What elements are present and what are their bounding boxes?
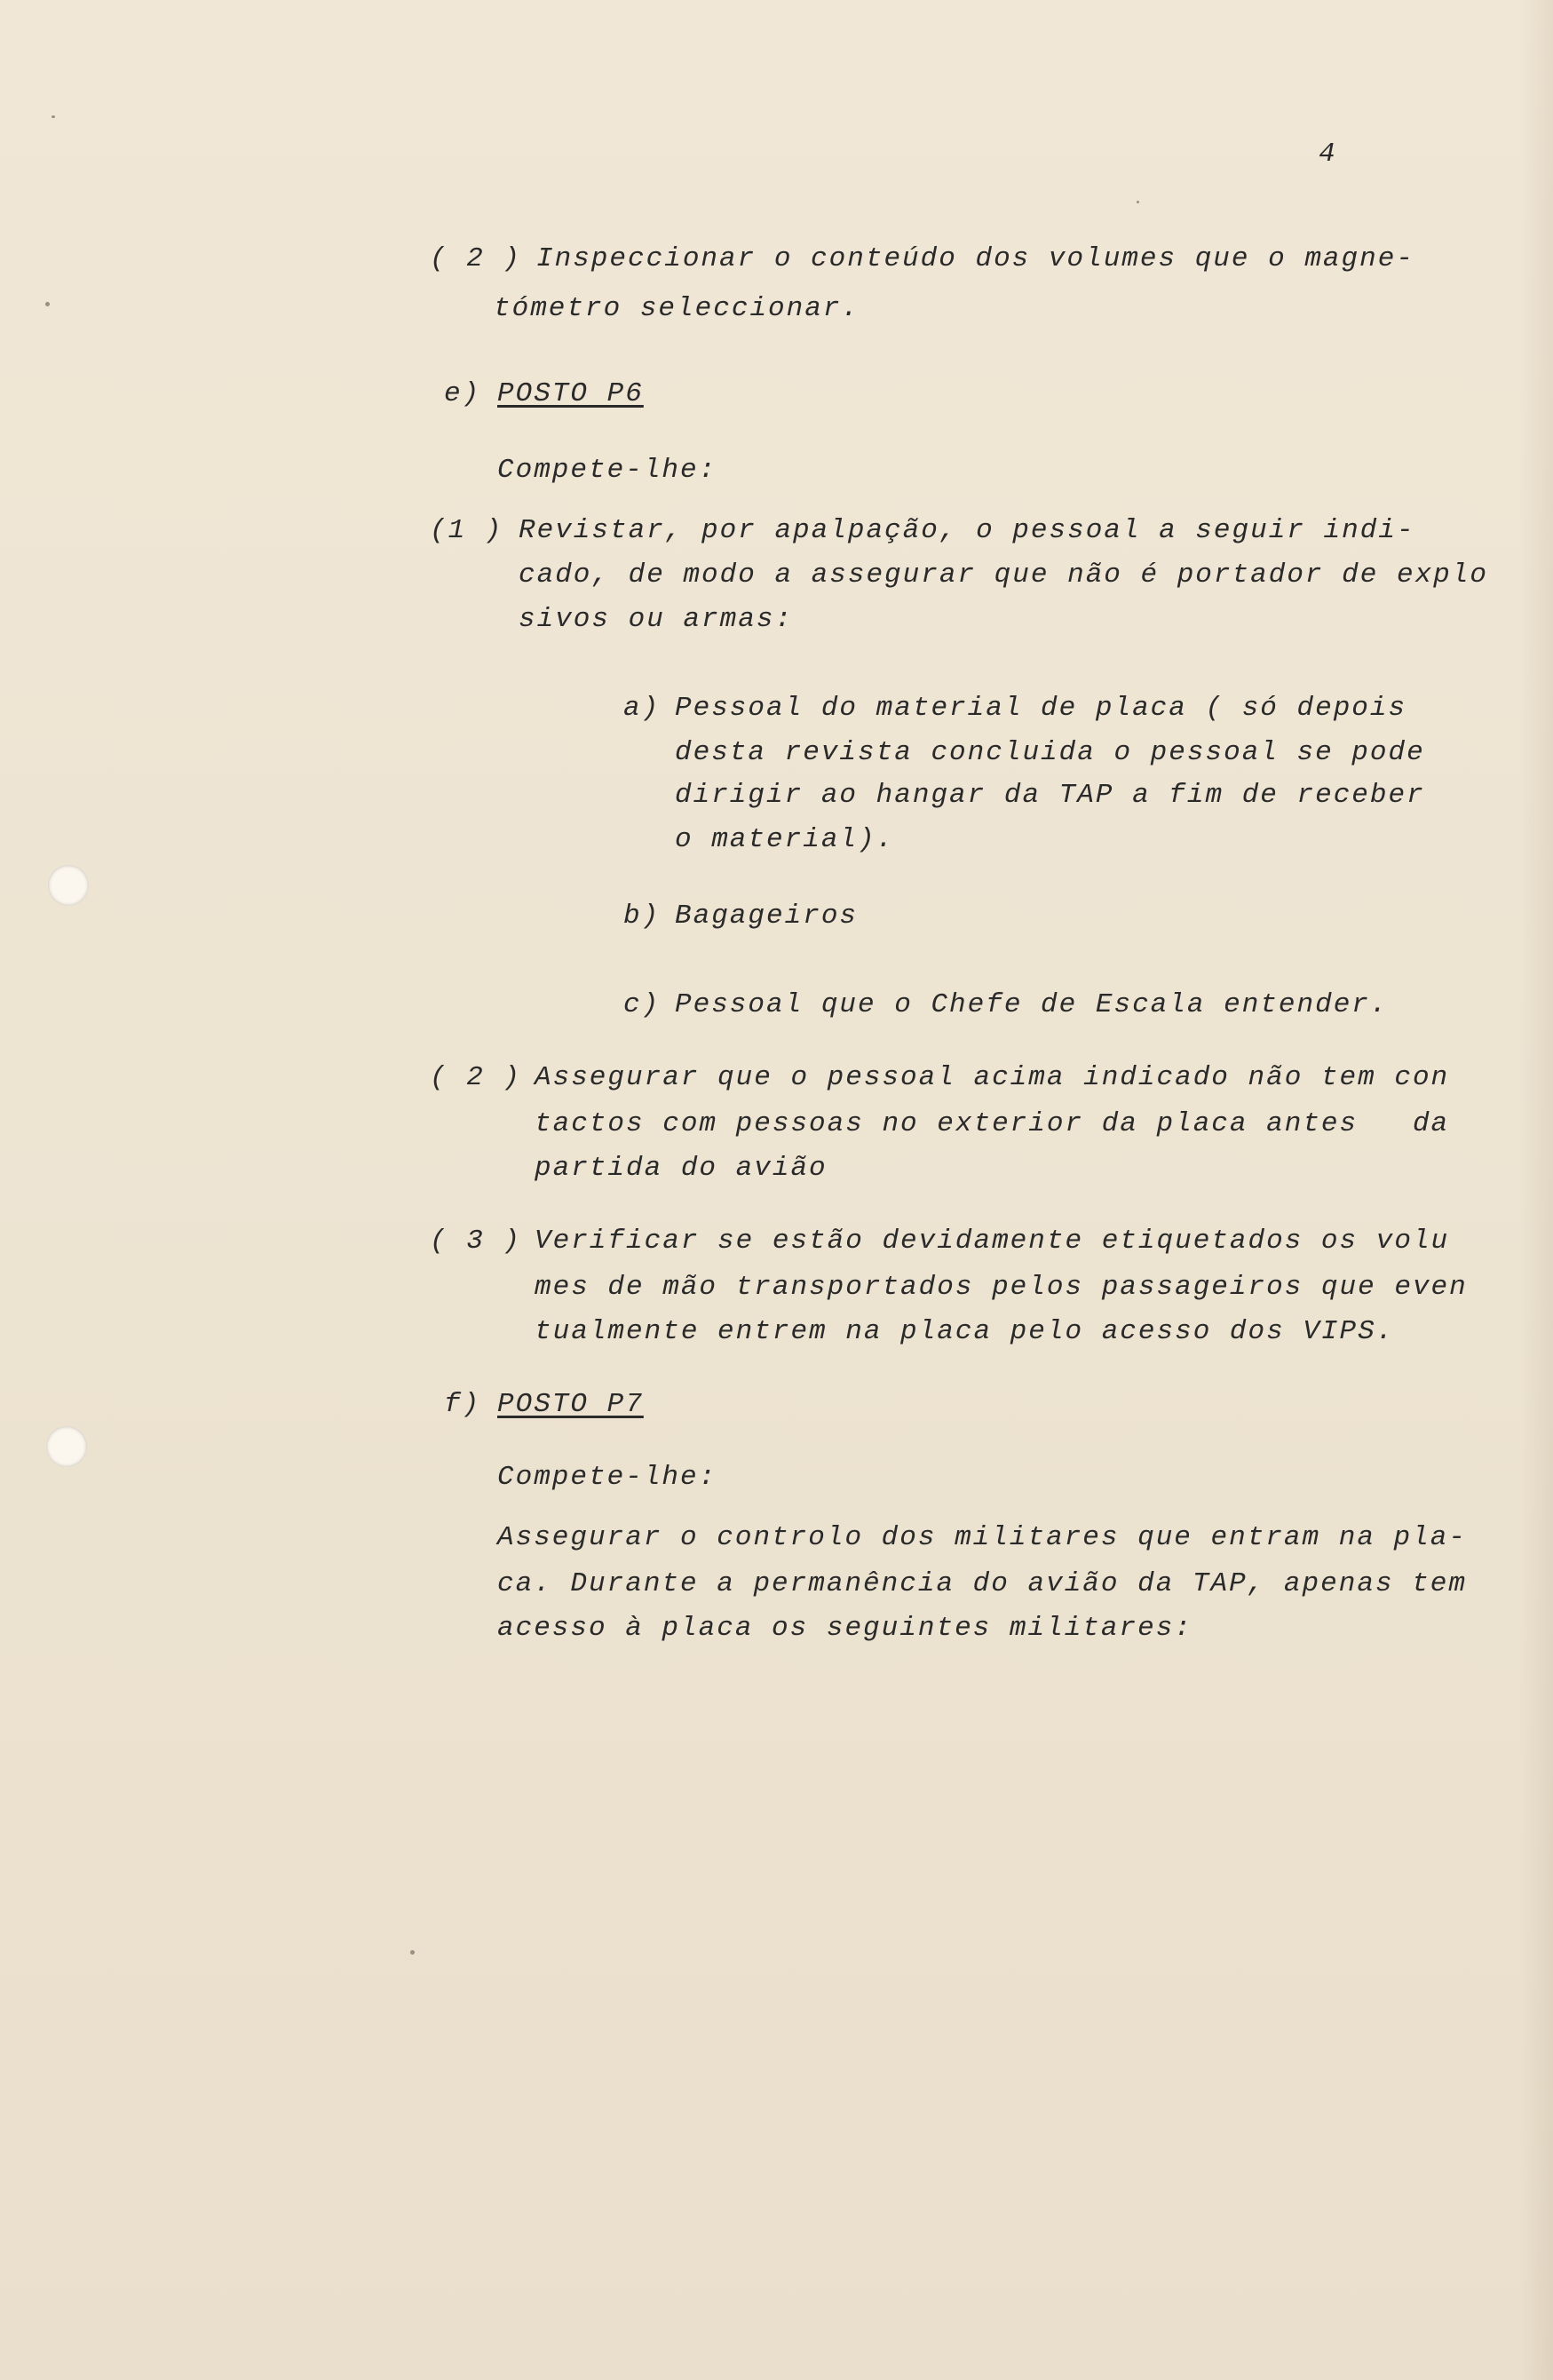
item-marker: ( 2 ) bbox=[430, 243, 522, 274]
punch-hole-bottom bbox=[46, 1426, 87, 1467]
item-text-line: tualmente entrem na placa pelo acesso dos VIPS. bbox=[535, 1316, 1395, 1347]
item-text-line: mes de mão transportados pelos passageiros que even bbox=[535, 1272, 1468, 1303]
paragraph-line: Assegurar o controlo dos militares que entram na pla- bbox=[497, 1522, 1467, 1553]
paper-speck bbox=[1137, 201, 1139, 203]
section-intro: Compete-lhe: bbox=[497, 455, 717, 486]
subitem-text-line: o material). bbox=[675, 824, 895, 855]
section-heading: POSTO P6 bbox=[497, 378, 644, 409]
item-text-line: Verificar se estão devidamente etiquetados os volu bbox=[535, 1226, 1450, 1257]
paper-speck bbox=[410, 1950, 415, 1955]
section-label: e) bbox=[444, 378, 481, 409]
subitem-text-line: desta revista concluida o pessoal se pode bbox=[675, 737, 1425, 768]
section-heading: POSTO P7 bbox=[497, 1389, 644, 1420]
paragraph-line: acesso à placa os seguintes militares: bbox=[497, 1613, 1192, 1644]
item-marker: (1 ) bbox=[430, 515, 503, 546]
subitem-marker: b) bbox=[623, 900, 661, 932]
paragraph-line: ca. Durante a permanência do avião da TAP, apenas tem bbox=[497, 1568, 1467, 1599]
punch-hole-top bbox=[48, 865, 89, 906]
item-text-line: cado, de modo a assegurar que não é portador de explo bbox=[519, 559, 1488, 591]
item-text-line: partida do avião bbox=[535, 1153, 828, 1184]
item-marker: ( 2 ) bbox=[430, 1062, 522, 1093]
page-edge-shadow bbox=[1519, 0, 1553, 2380]
item-text-line: tactos com pessoas no exterior da placa antes da bbox=[535, 1108, 1450, 1139]
subitem-text-line: dirigir ao hangar da TAP a fim de receber bbox=[675, 780, 1425, 811]
paper-speck bbox=[52, 115, 55, 118]
item-text-line: tómetro seleccionar. bbox=[494, 293, 860, 324]
section-label: f) bbox=[444, 1389, 481, 1420]
section-intro: Compete-lhe: bbox=[497, 1462, 717, 1493]
item-text-line: Inspeccionar o conteúdo dos volumes que o magne- bbox=[536, 243, 1414, 274]
subitem-text-line: Pessoal do material de placa ( só depois bbox=[675, 693, 1407, 724]
page-number: 4 bbox=[1319, 139, 1337, 170]
subitem-text: Bagageiros bbox=[675, 900, 859, 932]
item-marker: ( 3 ) bbox=[430, 1226, 522, 1257]
subitem-marker: c) bbox=[623, 989, 661, 1020]
item-text-line: Revistar, por apalpação, o pessoal a seguir indi- bbox=[519, 515, 1415, 546]
subitem-text: Pessoal que o Chefe de Escala entender. bbox=[675, 989, 1389, 1020]
paper-speck bbox=[45, 302, 50, 306]
item-text-line: Assegurar que o pessoal acima indicado não tem con bbox=[535, 1062, 1450, 1093]
subitem-marker: a) bbox=[623, 693, 661, 724]
item-text-line: sivos ou armas: bbox=[519, 604, 794, 635]
